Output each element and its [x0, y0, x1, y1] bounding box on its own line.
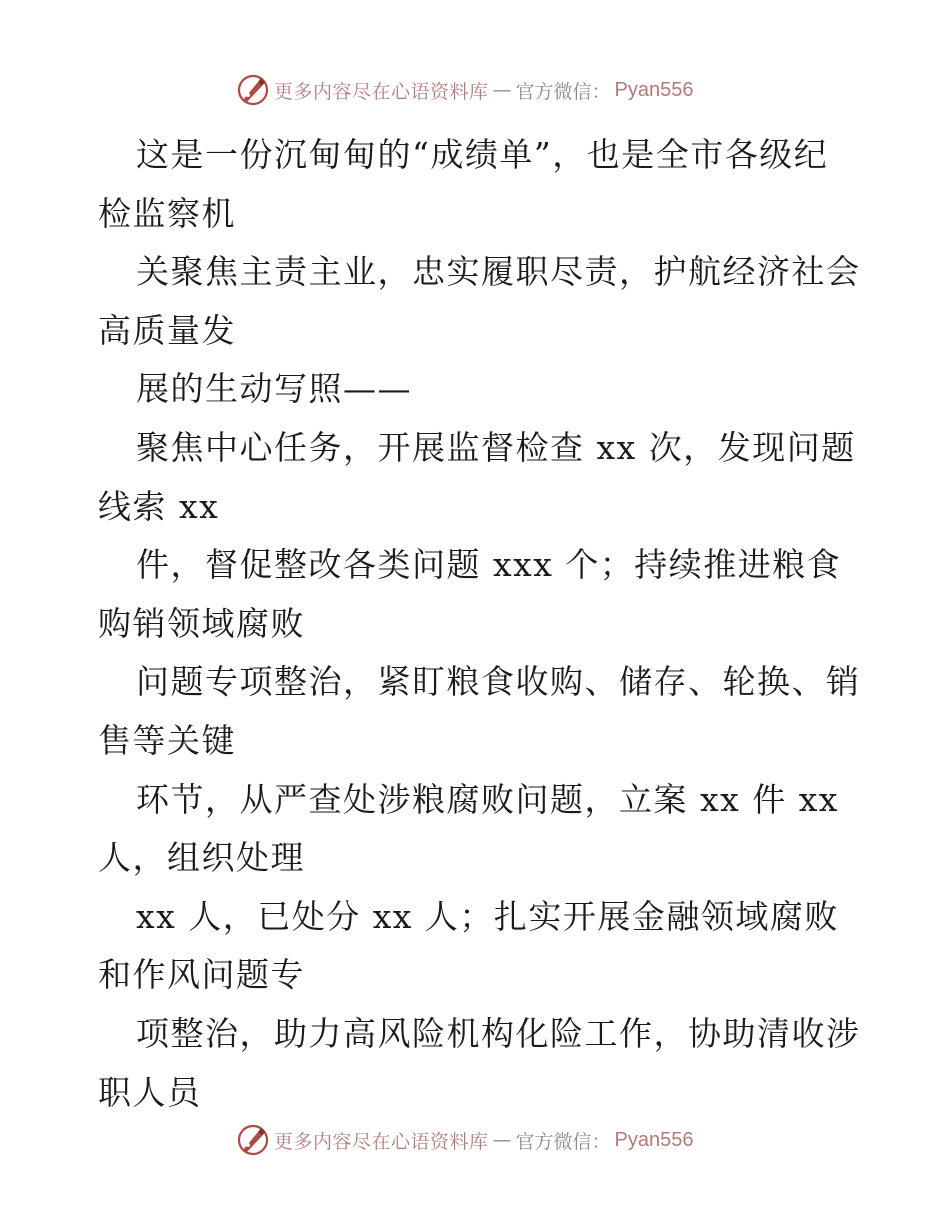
- watermark-text: 更多内容尽在心语资料库: [274, 1130, 489, 1153]
- text-line: 关聚焦主责主业，忠实履职尽责，护航经济社会: [136, 252, 861, 292]
- watermark-separator: —: [492, 79, 512, 101]
- watermark-text: 更多内容尽在心语资料库: [274, 80, 489, 103]
- text-line: 件，督促整改各类问题 xxx 个；持续推进粮食: [136, 545, 842, 585]
- text-line: 聚焦中心任务，开展监督检查 xx 次，发现问题: [136, 427, 856, 467]
- footer-watermark: [236, 1123, 694, 1157]
- text-line: 环节，从严查处涉粮腐败问题，立案 xx 件 xx: [136, 779, 839, 819]
- watermark-label: 官方微信：: [515, 1130, 611, 1153]
- watermark-account: Pyan556: [614, 78, 694, 101]
- text-line: xx 人，已处分 xx 人；扎实开展金融领域腐败: [136, 896, 839, 936]
- pen-logo-icon: [236, 1123, 270, 1157]
- document-body: [98, 126, 861, 1122]
- watermark-separator: —: [492, 1129, 512, 1151]
- text-line: 购销领域腐败: [98, 603, 305, 643]
- header-watermark: [236, 73, 694, 107]
- text-line: 和作风问题专: [98, 955, 305, 995]
- pen-logo-icon: [236, 73, 270, 107]
- text-line: 高质量发: [98, 310, 236, 350]
- text-line: 问题专项整治，紧盯粮食收购、储存、轮换、销: [136, 662, 861, 702]
- text-line: 职人员: [98, 1072, 202, 1112]
- text-line: 这是一份沉甸甸的“成绩单”，也是全市各级纪: [136, 135, 829, 174]
- text-line: 售等关键: [98, 720, 236, 760]
- text-line: 人，组织处理: [98, 838, 305, 878]
- watermark-account: Pyan556: [614, 1128, 694, 1151]
- text-line: 检监察机: [98, 193, 236, 233]
- text-line: 线索 xx: [98, 486, 220, 526]
- text-line: 项整治，助力高风险机构化险工作，协助清收涉: [136, 1013, 861, 1053]
- text-line: 展的生动写照——: [136, 369, 412, 409]
- watermark-label: 官方微信：: [515, 80, 611, 103]
